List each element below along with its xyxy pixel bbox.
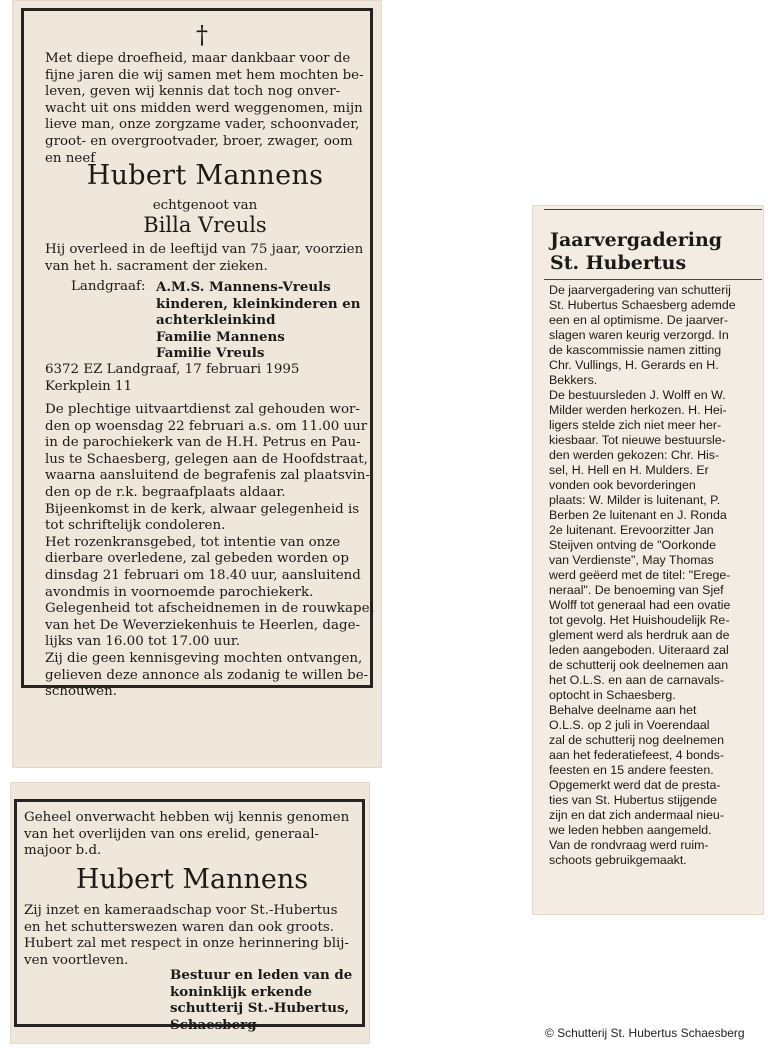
body-line: den op de r.k. begraafplaats aldaar. [45,484,286,500]
body-line: Zij die geen kennisgeving mochten ontvangen, [45,650,363,666]
article-line: ties van St. Hubertus stijgende [549,793,718,807]
title-line: St. Hubertus [550,252,687,274]
family-list [156,279,361,362]
signature-line: schutterij St.-Hubertus, [170,1000,350,1017]
article-line: het O.L.S. en aan de carnavals- [549,673,724,687]
article-line: Bekkers. [549,373,598,387]
article-line: St. Hubertus Schaesberg ademde [549,298,736,312]
body-line: Bijeenkomst in de kerk, alwaar gelegenheid is [45,501,360,517]
spouse-label: echtgenoot van [152,198,258,213]
article-title [550,229,722,275]
article-line: we leden hebben aangemeld. [549,823,712,837]
intro-line: groot- en overgrootvader, broer, zwager, oom [45,133,353,149]
article-line: leden aangeboden. Uiteraard zal [549,643,729,657]
intro-line: wacht uit ons midden werd weggenomen, mijn [45,100,363,116]
article-line: sel, H. Hell en H. Mulders. Er [549,463,709,477]
article-line: den werden gekozen: Chr. His- [549,448,720,462]
address-line: Kerkplein 11 [45,378,133,394]
notice-intro [45,51,365,167]
body-line: van het De Weverziekenhuis te Heerlen, dage- [45,617,361,633]
intro-line: majoor b.d. [24,843,102,859]
article-line: zijn en dat zich andermaal nieu- [549,808,724,822]
article-line: Opgemerkt werd dat de presta- [549,778,721,792]
article-line: optocht in Schaesberg. [549,688,676,702]
body-line: Zij inzet en kameraadschap voor St.-Hubertus [24,903,338,918]
intro-line: van het overlijden van ons erelid, generaal- [24,826,320,842]
body-line: Gelegenheid tot afscheidnemen in de rouwkapel [45,601,374,617]
article-line: slagen waren keurig verzorgd. In [549,328,729,342]
club-notice-clipping [10,782,370,1044]
body-line: dinsdag 21 februari om 18.40 uur, aansluitend [45,567,361,583]
article-line: ligers stelde zich niet meer her- [549,418,722,432]
article-line: Wolff tot generaal had een ovatie [549,598,731,612]
article-line: vonden ook bevorderingen [549,478,696,492]
body-line: Het rozenkransgebed, tot intentie van onze [45,534,341,550]
top-rule [544,209,762,210]
body-line: gelieven deze annonce als zodanig te willen be- [45,667,369,683]
copyright-notice: © Schutterij St. Hubertus Schaesberg [545,1026,745,1040]
article-line: de schutterij ook deelnemen aan [549,658,729,672]
body-line: in de parochiekerk van de H.H. Petrus en Pau- [45,435,361,451]
intro-line: Met diepe droefheid, maar dankbaar voor de [45,51,351,66]
death-notice-clipping [12,0,382,768]
body-line: De plechtige uitvaartdienst zal gehouden wor- [45,402,360,417]
article-line: tot gevolg. Het Huishoudelijk Re- [549,613,730,627]
intro-line: en neef [45,150,96,166]
article-line: schoots gebruikgemaakt. [549,853,687,867]
article-line: O.L.S. op 2 juli in Voerendaal [549,718,710,732]
article-line: Berben 2e luitenant en J. Ronda [549,508,727,522]
body-line: lus te Schaesberg, gelegen aan de Hoofdstraat, [45,451,368,467]
body-line: schouwen. [45,684,117,700]
article-line: plaats: W. Milder is luitenant, P. [549,493,721,507]
article-line: Chr. Vullings, H. Gerards en H. [549,358,719,372]
deceased-name: Hubert Mannens [86,160,324,191]
statement-line: van het h. sacrament der zieken. [45,258,268,274]
spouse-name: Billa Vreuls [143,213,267,237]
body-line: en het schutterswezen waren dan ook groots. [24,919,335,935]
body-line: lijks van 16.00 tot 17.00 uur. [45,634,241,650]
article-line: neraal". De benoeming van Sjef [549,583,724,597]
club-signature [170,967,352,1033]
family-line: Familie Vreuls [156,345,265,362]
cross-icon: † [196,21,208,49]
article-line: De bestuursleden J. Wolff en W. [549,388,726,402]
statement-line: Hij overleed in de leeftijd van 75 jaar, voorzien [45,242,364,257]
family-line: achterkleinkind [156,312,276,329]
article-line: 2e luitenant. Erevoorzitter Jan [549,523,714,537]
place-label: Landgraaf: [71,279,146,294]
article-line: Behalve deelname aan het [549,703,697,717]
death-statement [45,242,365,275]
signature-line: Bestuur en leden van de [170,967,353,983]
club-notice-body [24,903,352,969]
body-line: avondmis in voornoemde parochiekerk. [45,584,314,600]
intro-line: Geheel onverwacht hebben wij kennis genomen [24,810,350,825]
title-rule [544,279,762,280]
address-block [45,362,365,395]
body-line: den op woensdag 22 februari a.s. om 11.00 uur [45,418,368,434]
intro-line: fijne jaren die wij samen met hem mochten be- [45,67,364,83]
body-line: dierbare overledene, zal gebeden worden op [45,551,349,567]
article-line: de kascommissie namen zitting [549,343,722,357]
article-line: van Verdienste", May Thomas [549,553,714,567]
article-body [549,283,757,868]
family-line: kinderen, kleinkinderen en [156,295,361,312]
article-line: werd geëerd met de titel: "Erege- [549,568,731,582]
signature-line: koninklijk erkende [170,983,312,1000]
article-line: zal de schutterij nog deelnemen [549,733,724,747]
article-clipping [532,205,764,915]
signature-line: Schaesberg [170,1016,257,1033]
family-line: A.M.S. Mannens-Vreuls [156,279,331,295]
funeral-details [45,402,374,701]
article-line: Van de rondvraag werd ruim- [549,838,709,852]
body-line: ven voortleven. [24,952,129,968]
body-line: Hubert zal met respect in onze herinnering blij- [24,936,349,952]
title-line: Jaarvergadering [550,229,723,251]
article-line: een en al optimisme. De jaarver- [549,313,729,327]
club-notice-intro [24,810,352,860]
article-line: Milder werden herkozen. H. Hei- [549,403,727,417]
article-line: De jaarvergadering van schutterij [549,283,731,297]
body-line: waarna aansluitend de begrafenis zal plaatsvin- [45,468,370,484]
article-line: Steijven ontving de "Oorkonde [549,538,716,552]
article-line: kiesbaar. Tot nieuwe bestuursle- [549,433,726,447]
body-line: tot schriftelijk condoleren. [45,518,226,534]
address-line: 6372 EZ Landgraaf, 17 februari 1995 [45,362,300,377]
intro-line: leven, geven wij kennis dat toch nog onver- [45,84,341,100]
deceased-name: Hubert Mannens [75,864,309,895]
article-line: feesten en 15 andere feesten. [549,763,714,777]
article-line: aan het federatiefeest, 4 bonds- [549,748,724,762]
intro-line: lieve man, onze zorgzame vader, schoonvader, [45,117,360,133]
article-line: glement werd als herdruk aan de [549,628,730,642]
family-line: Familie Mannens [156,328,285,345]
